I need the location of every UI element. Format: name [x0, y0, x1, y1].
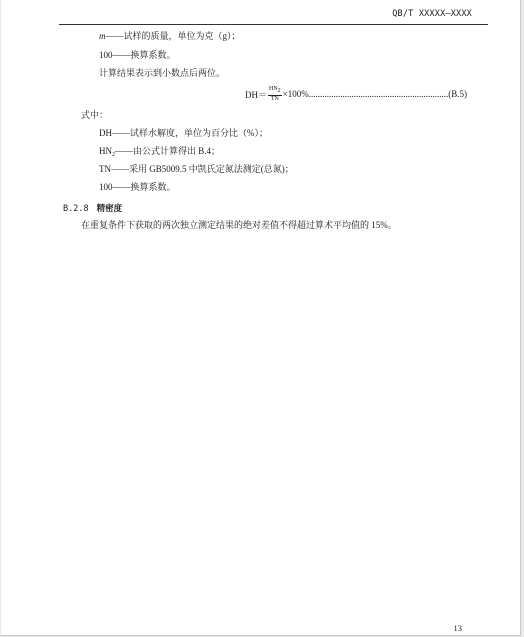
- document-page: [1, 0, 521, 636]
- formula-rhs: ×100%: [282, 89, 309, 99]
- definition-text: ——试样的质量，单位为克（g）；: [105, 31, 241, 41]
- formula-lhs: DH＝: [245, 89, 267, 100]
- definition-m: [99, 30, 241, 42]
- formula-b5: [245, 82, 467, 106]
- definition-text: ——采用 GB5009.5 中凯氏定氮法测定(总氮)；: [111, 164, 294, 174]
- definition-dh: [99, 127, 268, 139]
- definition-symbol: HN: [99, 146, 112, 156]
- formula-ref: (B.5): [448, 89, 467, 99]
- definition-text: ——由公式计算得出 B.4；: [115, 146, 221, 156]
- definition-100b: [99, 181, 176, 193]
- definition-symbol: 100: [99, 50, 113, 60]
- definition-tn: [99, 163, 294, 175]
- definition-100: [99, 49, 176, 61]
- definition-hn2: [99, 145, 220, 161]
- fraction-denominator: TN: [270, 95, 279, 102]
- section-title: 精密度: [96, 204, 123, 214]
- where-label: 式中：: [81, 110, 109, 120]
- numerator-base: HN: [269, 85, 278, 92]
- header-rule: [59, 24, 488, 25]
- rounding-note: 计算结果表示到小数点后两位。: [99, 68, 226, 78]
- formula-leader: ..............................................................: [308, 89, 449, 99]
- formula-fraction: [268, 86, 282, 103]
- section-heading: [63, 202, 122, 214]
- definition-text: ——试样水解度，单位为百分比（%）；: [112, 128, 268, 138]
- header-doc-code: QB/T XXXXX—XXXX: [392, 9, 472, 19]
- definition-symbol: m: [99, 31, 106, 41]
- definition-symbol: DH: [99, 128, 112, 138]
- definition-symbol: 100: [99, 182, 113, 192]
- fraction-numerator: [268, 86, 282, 96]
- numerator-subscript: 2: [277, 87, 281, 94]
- definition-text: ——换算系数。: [112, 182, 176, 192]
- definition-text: ——换算系数。: [112, 50, 176, 60]
- definition-symbol: TN: [99, 164, 111, 174]
- page-number: 13: [453, 623, 462, 633]
- section-body: 在重复条件下获取的两次独立测定结果的绝对差值不得超过算术平均值的 15%。: [81, 220, 397, 230]
- definition-subscript: 2: [112, 152, 115, 158]
- section-number: B.2.8: [63, 204, 89, 214]
